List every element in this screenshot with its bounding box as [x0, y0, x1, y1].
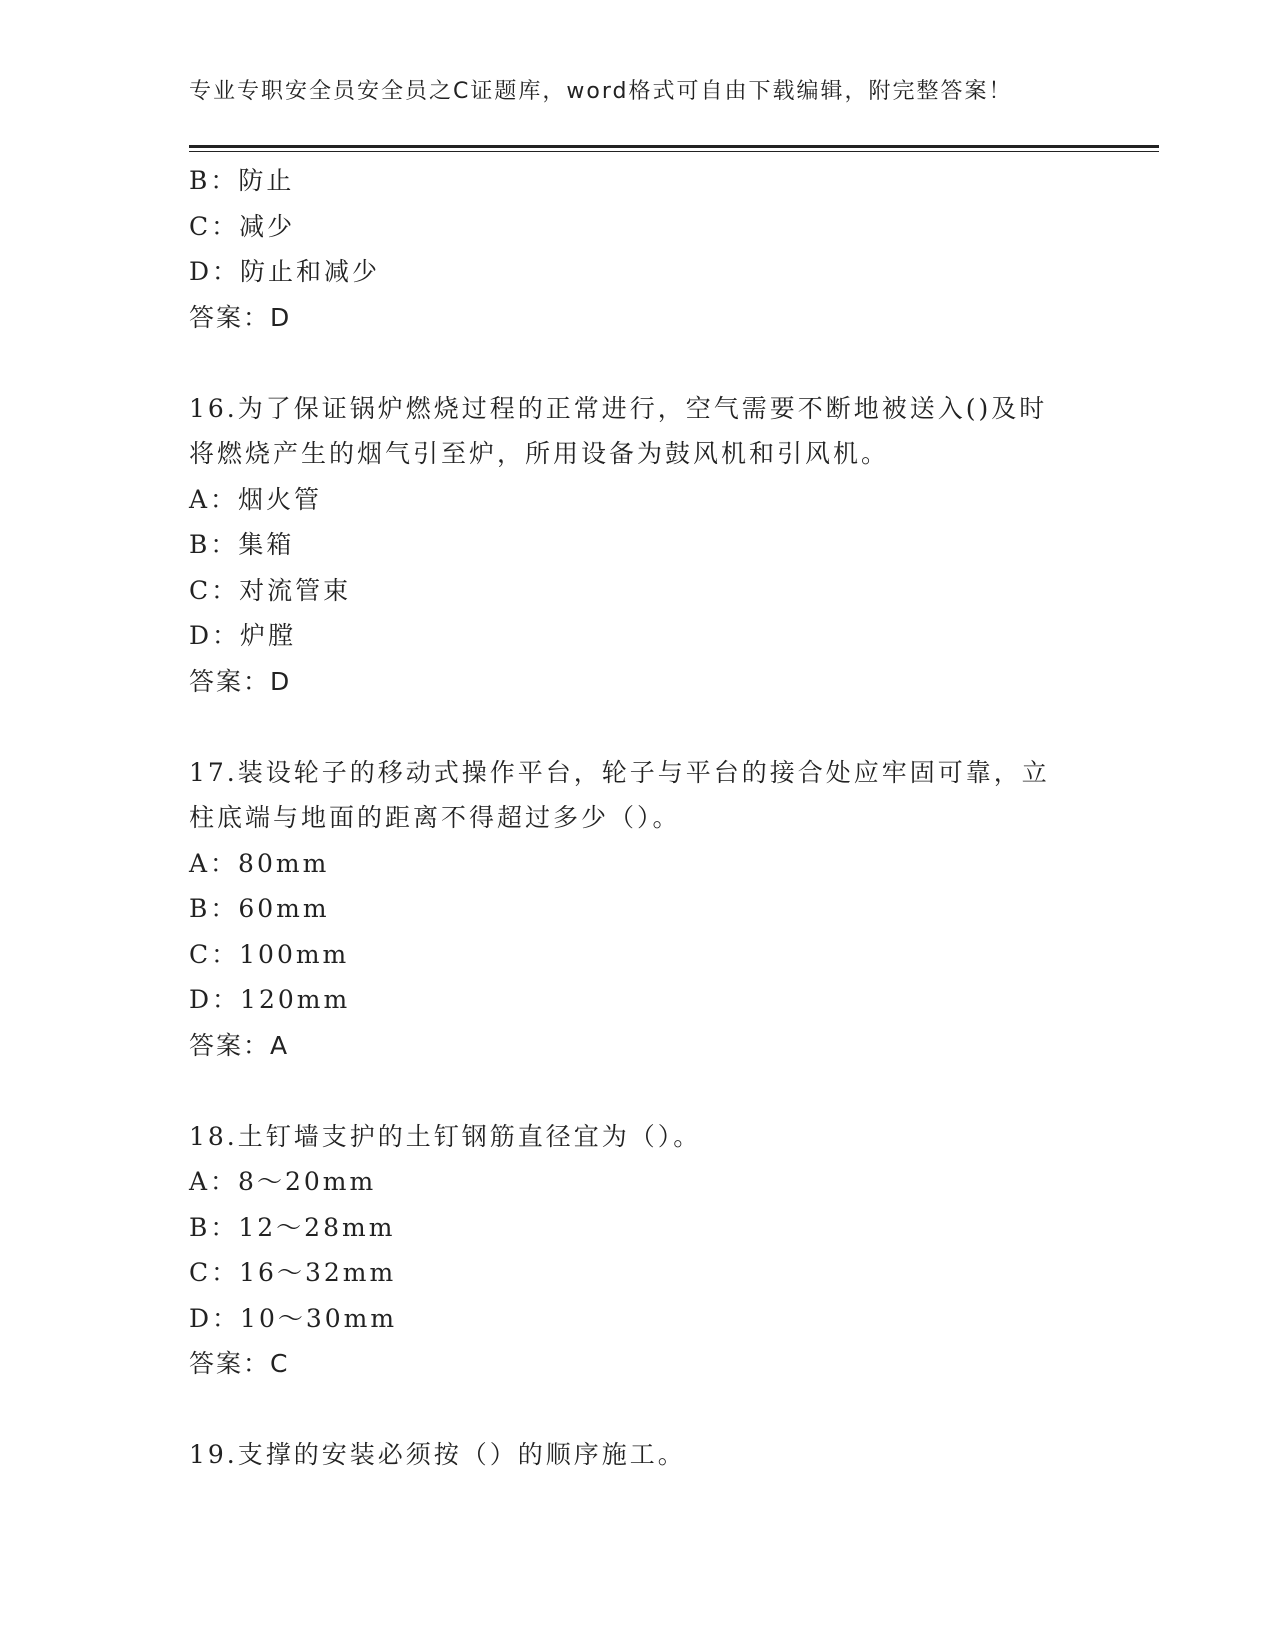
option-d: D：炉膛	[189, 621, 297, 650]
question-17	[189, 750, 1089, 1069]
question-stem: 17.装设轮子的移动式操作平台，轮子与平台的接合处应牢固可靠，立	[189, 757, 1050, 787]
question-content	[189, 158, 1089, 1478]
answer: 答案：D	[189, 302, 292, 332]
option-d: D：10～30mm	[189, 1303, 398, 1333]
question-16	[189, 386, 1089, 705]
question-stem: 19.支撑的安装必须按（）的顺序施工。	[189, 1440, 686, 1469]
option-b: B：60mm	[189, 894, 330, 923]
option-c: C：对流管束	[189, 575, 352, 605]
header-rule-thin	[189, 151, 1159, 152]
option-b: B：防止	[189, 166, 295, 195]
question-stem: 18.土钉墙支护的土钉钢筋直径宜为（）。	[189, 1121, 702, 1151]
answer: 答案：C	[189, 1349, 290, 1378]
question-18	[189, 1114, 1089, 1387]
answer: 答案：A	[189, 1030, 290, 1060]
option-b: B：12～28mm	[189, 1212, 396, 1242]
page-header: 专业专职安全员安全员之C证题库，word格式可自由下载编辑，附完整答案！	[189, 79, 1013, 104]
question-stem-cont: 将燃烧产生的烟气引至炉，所用设备为鼓风机和引风机。	[189, 439, 890, 468]
question-19	[189, 1432, 1089, 1478]
option-a: A：80mm	[189, 848, 330, 878]
answer: 答案：D	[189, 666, 292, 696]
prev-question	[189, 158, 1089, 340]
option-b: B：集箱	[189, 530, 295, 559]
option-d: D：防止和减少	[189, 257, 381, 286]
header-rule-thick	[189, 145, 1159, 148]
option-a: A：烟火管	[189, 484, 323, 514]
option-a: A：8～20mm	[189, 1167, 377, 1196]
option-c: C：100mm	[189, 939, 350, 969]
question-stem: 16.为了保证锅炉燃烧过程的正常进行，空气需要不断地被送入()及时	[189, 393, 1048, 423]
option-c: C：16～32mm	[189, 1258, 397, 1287]
option-c: C：减少	[189, 211, 296, 241]
option-d: D：120mm	[189, 985, 351, 1014]
question-stem-cont: 柱底端与地面的距离不得超过多少（）。	[189, 803, 681, 832]
